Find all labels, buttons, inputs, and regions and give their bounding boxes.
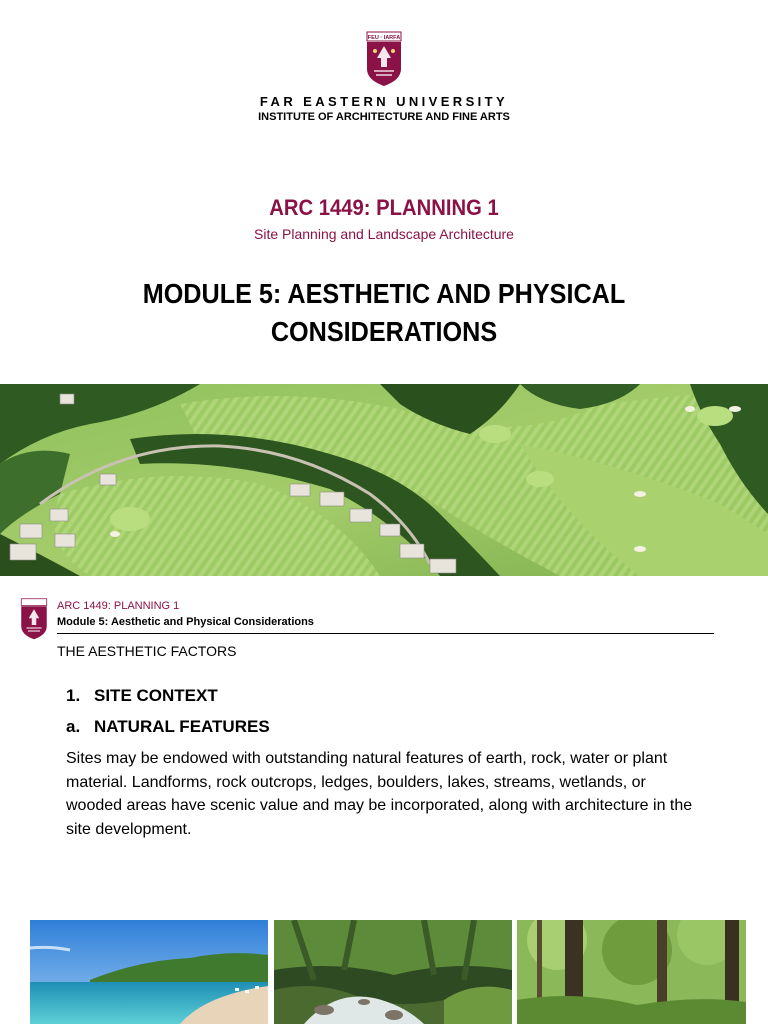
heading-text: SITE CONTEXT <box>94 686 218 705</box>
forest-photo <box>517 920 746 1024</box>
module-title-line2: CONSIDERATIONS <box>270 316 498 347</box>
heading-natural-features <box>66 717 270 737</box>
header-course-label: ARC 1449: PLANNING 1 <box>57 600 180 612</box>
heading-number: 1. <box>66 686 81 705</box>
header-module-label: Module 5: Aesthetic and Physical Considerations <box>57 616 314 628</box>
feu-logo-icon <box>364 31 404 87</box>
subheading-letter: a. <box>66 717 81 736</box>
beach-photo <box>30 920 268 1024</box>
section-title: THE AESTHETIC FACTORS <box>57 643 237 659</box>
university-name: FAR EASTERN UNIVERSITY <box>259 94 509 109</box>
svg-text:FEU · IARFA: FEU · IARFA <box>367 35 401 41</box>
module-title-line1: MODULE 5: AESTHETIC AND PHYSICAL <box>142 278 626 309</box>
institute-name: INSTITUTE OF ARCHITECTURE AND FINE ARTS <box>258 111 510 123</box>
course-title: ARC 1449: PLANNING 1 <box>269 195 499 220</box>
feu-logo-small-icon <box>19 598 49 640</box>
subheading-text: NATURAL FEATURES <box>94 717 270 736</box>
course-subtitle: Site Planning and Landscape Architecture <box>254 226 514 242</box>
heading-site-context <box>66 686 218 706</box>
module-title <box>114 275 654 351</box>
stream-photo <box>274 920 512 1024</box>
aerial-golf-course-image <box>0 384 768 576</box>
header-divider <box>57 633 714 634</box>
body-paragraph: Sites may be endowed with outstanding natural features of earth, rock, water or plant material. Landforms, rock outcrops, ledges, boulders, lakes, streams, wetlands, or wooded areas have scenic value and may be incorporated, along with architecture in the site development. <box>66 750 693 838</box>
